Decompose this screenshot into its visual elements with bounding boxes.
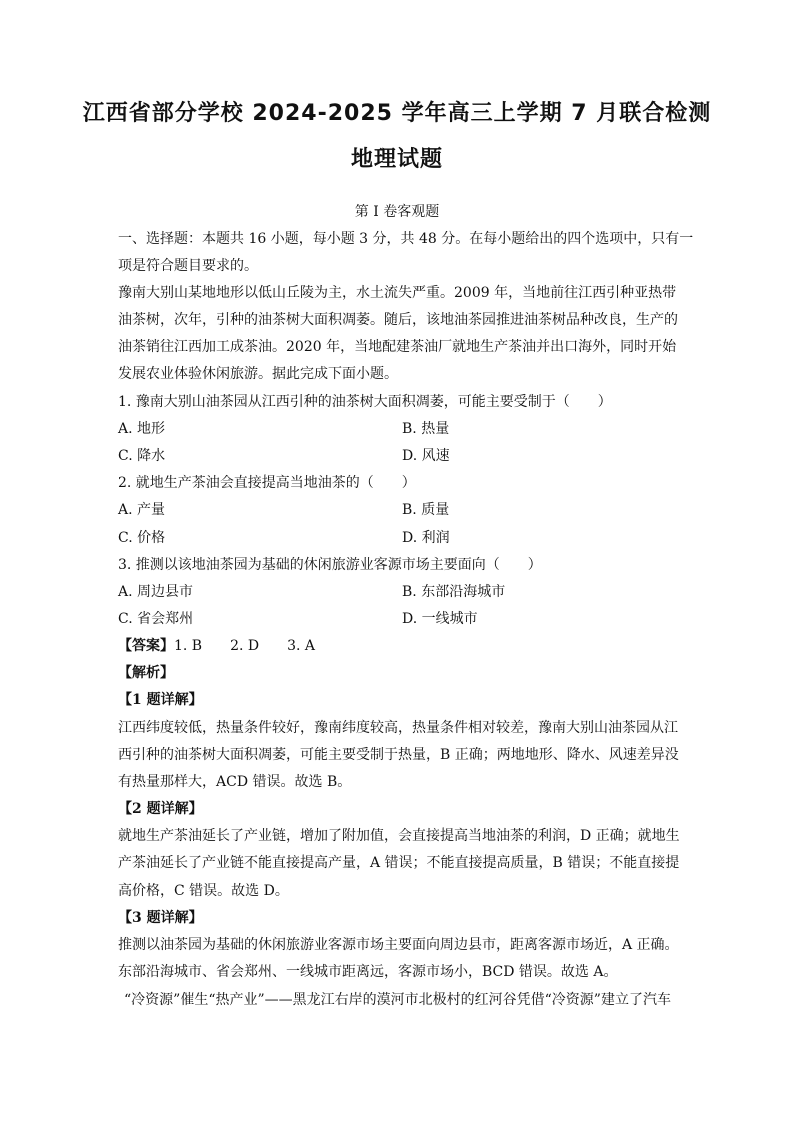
passage-line: 油茶销往江西加工成茶油。2020 年，当地配建茶油厂就地生产茶油并出口海外，同时开始 xyxy=(118,339,677,355)
volume-heading: 第 I 卷客观题 xyxy=(354,204,440,220)
instructions-line-2: 项是符合题目要求的。 xyxy=(118,258,258,274)
q2-detail-line: 就地生产茶油延长了产业链，增加了附加值，会直接提高当地油茶的利润，D 正确；就地生 xyxy=(118,828,680,844)
exam-title: 江西省部分学校 2024-2025 学年高三上学期 7 月联合检测 xyxy=(82,101,712,126)
question-3-option-c: C. 省会郑州 xyxy=(118,611,194,627)
question-2-option-b: B. 质量 xyxy=(402,502,450,518)
q1-detail-label: 【1 题详解】 xyxy=(118,692,203,708)
passage-line: 油茶树，次年，引种的油茶树大面积凋萎。随后，该地油茶园推进油茶树品种改良，生产的 xyxy=(118,312,678,328)
q1-detail-line: 有热量那样大，ACD 错误。故选 B。 xyxy=(118,774,352,790)
question-3-stem: 3. 推测以该地油茶园为基础的休闲旅游业客源市场主要面向（ ） xyxy=(118,557,542,573)
passage-2-first-line: “冷资源”催生“热产业”——黑龙江右岸的漠河市北极村的红河谷凭借“冷资源”建立了汽车 xyxy=(124,992,671,1008)
question-1-option-b: B. 热量 xyxy=(402,421,450,437)
question-2-option-d: D. 利润 xyxy=(402,530,450,546)
q3-detail-line: 推测以油茶园为基础的休闲旅游业客源市场主要面向周边县市，距离客源市场近，A 正确。 xyxy=(118,937,679,953)
passage-line: 豫南大别山某地地形以低山丘陵为主，水土流失严重。2009 年，当地前往江西引种亚热带 xyxy=(118,285,677,301)
answer-text: 1. B 2. D 3. A xyxy=(174,638,316,654)
answer-row xyxy=(118,636,688,656)
q1-detail-line: 西引种的油茶树大面积凋萎，可能主要受制于热量，B 正确；两地地形、降水、风速差异没 xyxy=(118,747,679,763)
analysis-label: 【解析】 xyxy=(118,665,174,681)
instructions-line-1: 一、选择题：本题共 16 小题，每小题 3 分，共 48 分。在每小题给出的四个选项中，只有一 xyxy=(118,231,694,247)
passage-line: 发展农业体验休闲旅游。据此完成下面小题。 xyxy=(118,366,398,382)
q3-detail-label: 【3 题详解】 xyxy=(118,910,203,926)
q1-detail-line: 江西纬度较低，热量条件较好，豫南纬度较高，热量条件相对较差，豫南大别山油茶园从江 xyxy=(118,720,678,736)
q2-detail-line: 高价格，C 错误。故选 D。 xyxy=(118,883,289,899)
question-2-option-c: C. 价格 xyxy=(118,530,166,546)
exam-subject-title: 地理试题 xyxy=(350,147,443,172)
q3-detail-line: 东部沿海城市、省会郑州、一线城市距离远，客源市场小，BCD 错误。故选 A。 xyxy=(118,964,618,980)
question-3-option-a: A. 周边县市 xyxy=(118,584,194,600)
question-1-stem: 1. 豫南大别山油茶园从江西引种的油茶树大面积凋萎，可能主要受制于（ ） xyxy=(118,394,612,410)
question-2-option-a: A. 产量 xyxy=(118,502,166,518)
question-3-option-b: B. 东部沿海城市 xyxy=(402,584,506,600)
q2-detail-line: 产茶油延长了产业链不能直接提高产量，A 错误；不能直接提高质量，B 错误；不能直接提 xyxy=(118,855,680,871)
question-1-option-d: D. 风速 xyxy=(402,448,450,464)
question-1-option-a: A. 地形 xyxy=(118,421,166,437)
q2-detail-label: 【2 题详解】 xyxy=(118,801,203,817)
answer-label: 【答案】 xyxy=(118,638,174,654)
question-2-stem: 2. 就地生产茶油会直接提高当地油茶的（ ） xyxy=(118,475,416,491)
question-3-option-d: D. 一线城市 xyxy=(402,611,478,627)
question-1-option-c: C. 降水 xyxy=(118,448,166,464)
